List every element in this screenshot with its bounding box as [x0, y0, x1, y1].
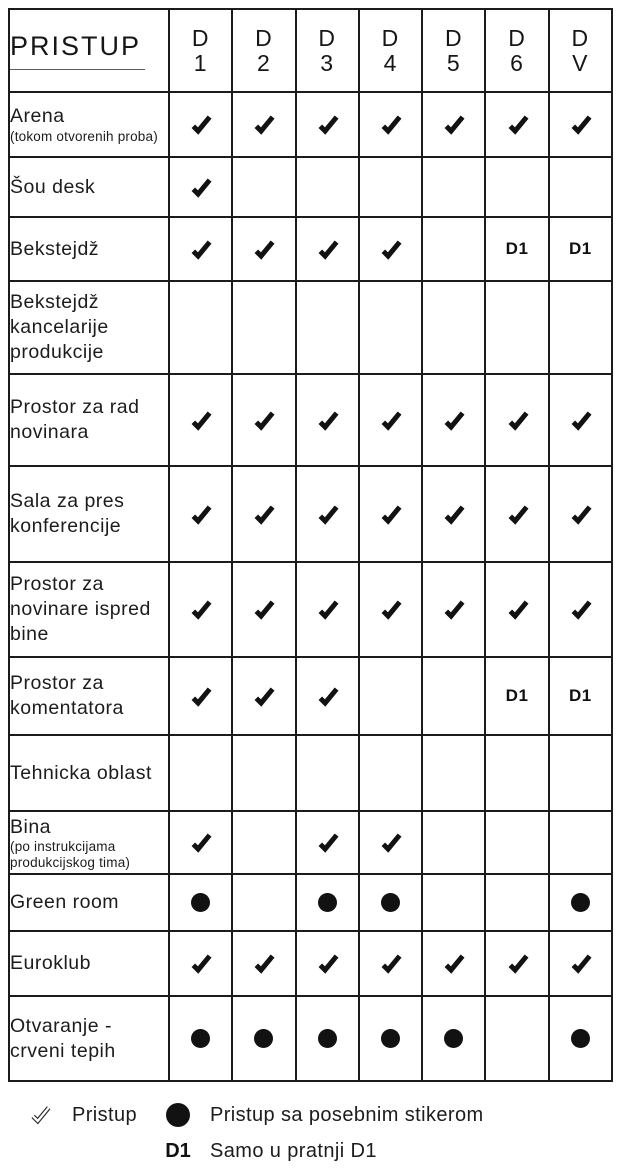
cell-dot: [296, 996, 359, 1081]
legend-item-escort: [163, 1140, 377, 1163]
header-row: [9, 9, 612, 92]
cell-check: [232, 931, 295, 996]
check-outline-icon: [25, 1104, 55, 1126]
check-icon: [379, 598, 402, 621]
row-label: Euroklub: [9, 931, 169, 996]
cell-check: [232, 374, 295, 466]
dot-icon: [254, 1029, 273, 1048]
check-icon: [316, 952, 339, 975]
cell-empty: [296, 281, 359, 374]
cell-check: [296, 657, 359, 735]
cell-empty: [422, 874, 485, 931]
cell-check: [232, 217, 295, 281]
cell-check: [232, 466, 295, 562]
legend-item-access: [25, 1104, 163, 1127]
cell-empty: [422, 157, 485, 217]
table-row: [9, 374, 612, 466]
column-header-dv: D V: [549, 9, 612, 92]
cell-empty: [422, 657, 485, 735]
cell-check: [422, 562, 485, 657]
cell-check: [169, 811, 232, 874]
table-row: [9, 92, 612, 157]
table-row: [9, 996, 612, 1081]
cell-check: [296, 562, 359, 657]
cell-check: [359, 562, 422, 657]
row-label: Prostor za komentatora: [9, 657, 169, 735]
cell-check: [296, 811, 359, 874]
check-icon: [189, 831, 212, 854]
check-icon: [379, 113, 402, 136]
cell-check: [169, 657, 232, 735]
cell-empty: [359, 735, 422, 811]
cell-empty: [232, 811, 295, 874]
row-label: Green room: [9, 874, 169, 931]
cell-empty: [485, 874, 548, 931]
cell-check: [422, 374, 485, 466]
cell-check: [485, 374, 548, 466]
check-icon: [569, 598, 592, 621]
access-table: [8, 8, 613, 1082]
cell-check: [232, 657, 295, 735]
cell-dot: [169, 996, 232, 1081]
check-icon: [316, 685, 339, 708]
dot-icon: [163, 1103, 193, 1127]
check-icon: [506, 598, 529, 621]
dot-icon: [381, 893, 400, 912]
cell-dot: [359, 996, 422, 1081]
cell-escort: [485, 657, 548, 735]
cell-empty: [485, 811, 548, 874]
column-header-d1: D 1: [169, 9, 232, 92]
cell-empty: [485, 157, 548, 217]
check-icon: [252, 598, 275, 621]
cell-empty: [296, 735, 359, 811]
check-icon: [379, 238, 402, 261]
check-icon: [569, 952, 592, 975]
cell-check: [169, 466, 232, 562]
check-icon: [316, 113, 339, 136]
cell-check: [359, 217, 422, 281]
table-row: [9, 281, 612, 374]
check-icon: [569, 503, 592, 526]
check-icon: [189, 952, 212, 975]
cell-empty: [232, 157, 295, 217]
cell-check: [485, 92, 548, 157]
cell-check: [296, 92, 359, 157]
row-label: Prostor za rad novinara: [9, 374, 169, 466]
table-title: PRISTUP: [10, 31, 145, 70]
cell-check: [169, 217, 232, 281]
check-icon: [379, 503, 402, 526]
cell-check: [422, 466, 485, 562]
check-icon: [569, 113, 592, 136]
cell-check: [359, 466, 422, 562]
dot-icon: [571, 893, 590, 912]
check-icon: [316, 503, 339, 526]
cell-check: [549, 92, 612, 157]
cell-empty: [169, 281, 232, 374]
row-label: Prostor za novinare ispred bine: [9, 562, 169, 657]
cell-check: [549, 931, 612, 996]
cell-check: [296, 217, 359, 281]
check-icon: [189, 685, 212, 708]
row-label: Otvaranje - crveni tepih: [9, 996, 169, 1081]
cell-empty: [232, 281, 295, 374]
cell-check: [422, 92, 485, 157]
row-label: Arena (tokom otvorenih proba): [9, 92, 169, 157]
legend-access-label: Pristup: [72, 1103, 138, 1126]
table-row: [9, 217, 612, 281]
column-header-d2: D 2: [232, 9, 295, 92]
check-icon: [252, 952, 275, 975]
table-row: [9, 157, 612, 217]
check-icon: [252, 409, 275, 432]
check-icon: [316, 409, 339, 432]
column-header-d5: D 5: [422, 9, 485, 92]
d1-marker: D1: [505, 239, 529, 258]
check-icon: [442, 598, 465, 621]
table-title-cell: [9, 9, 169, 92]
row-label: Bekstejdž kancelarije produkcije: [9, 281, 169, 374]
cell-empty: [549, 157, 612, 217]
dot-icon: [191, 1029, 210, 1048]
cell-check: [296, 374, 359, 466]
check-icon: [506, 113, 529, 136]
row-label: Bekstejdž: [9, 217, 169, 281]
dot-icon: [191, 893, 210, 912]
d1-marker: D1: [165, 1139, 191, 1162]
check-icon: [506, 409, 529, 432]
check-icon: [316, 598, 339, 621]
cell-escort: [485, 217, 548, 281]
cell-empty: [422, 281, 485, 374]
column-header-d6: D 6: [485, 9, 548, 92]
cell-empty: [296, 157, 359, 217]
row-label: Sala za pres konferencije: [9, 466, 169, 562]
check-icon: [252, 113, 275, 136]
cell-check: [485, 562, 548, 657]
cell-dot: [549, 996, 612, 1081]
cell-empty: [232, 874, 295, 931]
d1-marker: D1: [505, 686, 529, 705]
legend: [0, 1098, 620, 1168]
cell-check: [549, 562, 612, 657]
legend-escort-label: Samo u pratnji D1: [210, 1139, 377, 1162]
table-row: [9, 874, 612, 931]
cell-check: [169, 562, 232, 657]
table-row: [9, 657, 612, 735]
cell-dot: [549, 874, 612, 931]
cell-empty: [549, 811, 612, 874]
check-icon: [506, 952, 529, 975]
column-header-d3: D 3: [296, 9, 359, 92]
row-label: Bina (po instrukcijama produkcijskog tima): [9, 811, 169, 874]
cell-check: [296, 466, 359, 562]
cell-escort: [549, 657, 612, 735]
legend-item-sticker: [163, 1103, 484, 1127]
cell-check: [422, 931, 485, 996]
cell-dot: [422, 996, 485, 1081]
check-icon: [506, 503, 529, 526]
dot-icon: [318, 1029, 337, 1048]
cell-check: [169, 374, 232, 466]
check-icon: [189, 113, 212, 136]
cell-escort: [549, 217, 612, 281]
cell-empty: [359, 157, 422, 217]
cell-empty: [485, 281, 548, 374]
cell-empty: [485, 996, 548, 1081]
cell-empty: [359, 281, 422, 374]
legend-sticker-label: Pristup sa posebnim stikerom: [210, 1103, 484, 1126]
cell-empty: [549, 281, 612, 374]
dot-icon: [381, 1029, 400, 1048]
check-icon: [379, 831, 402, 854]
check-icon: [189, 598, 212, 621]
check-icon: [442, 503, 465, 526]
cell-dot: [359, 874, 422, 931]
table-row: [9, 811, 612, 874]
cell-empty: [549, 735, 612, 811]
cell-check: [359, 374, 422, 466]
cell-check: [485, 466, 548, 562]
cell-check: [359, 811, 422, 874]
cell-dot: [232, 996, 295, 1081]
table-row: [9, 466, 612, 562]
check-icon: [316, 831, 339, 854]
row-label: Tehnicka oblast: [9, 735, 169, 811]
cell-empty: [422, 811, 485, 874]
check-icon: [442, 952, 465, 975]
check-icon: [252, 685, 275, 708]
dot-icon: [318, 893, 337, 912]
check-icon: [189, 503, 212, 526]
table-row: [9, 735, 612, 811]
check-icon: [189, 176, 212, 199]
check-icon: [252, 238, 275, 261]
cell-empty: [232, 735, 295, 811]
cell-check: [232, 562, 295, 657]
check-icon: [379, 952, 402, 975]
cell-empty: [169, 735, 232, 811]
cell-check: [169, 92, 232, 157]
cell-check: [549, 374, 612, 466]
cell-check: [359, 92, 422, 157]
table-row: [9, 562, 612, 657]
cell-check: [169, 931, 232, 996]
column-header-d4: D 4: [359, 9, 422, 92]
cell-empty: [422, 217, 485, 281]
cell-check: [232, 92, 295, 157]
cell-check: [549, 466, 612, 562]
cell-check: [485, 931, 548, 996]
cell-check: [359, 931, 422, 996]
cell-check: [296, 931, 359, 996]
check-icon: [379, 409, 402, 432]
check-icon: [316, 238, 339, 261]
row-label: Šou desk: [9, 157, 169, 217]
check-icon: [252, 503, 275, 526]
check-icon: [442, 113, 465, 136]
check-icon: [569, 409, 592, 432]
cell-dot: [296, 874, 359, 931]
dot-icon: [571, 1029, 590, 1048]
d1-marker: D1: [568, 686, 592, 705]
cell-empty: [422, 735, 485, 811]
d1-marker: D1: [568, 239, 592, 258]
cell-dot: [169, 874, 232, 931]
legend-row-1: [0, 1098, 620, 1132]
cell-empty: [485, 735, 548, 811]
cell-empty: [359, 657, 422, 735]
check-icon: [442, 409, 465, 432]
table-row: [9, 931, 612, 996]
check-icon: [189, 238, 212, 261]
cell-check: [169, 157, 232, 217]
check-icon: [189, 409, 212, 432]
dot-icon: [444, 1029, 463, 1048]
legend-row-2: [0, 1134, 620, 1168]
